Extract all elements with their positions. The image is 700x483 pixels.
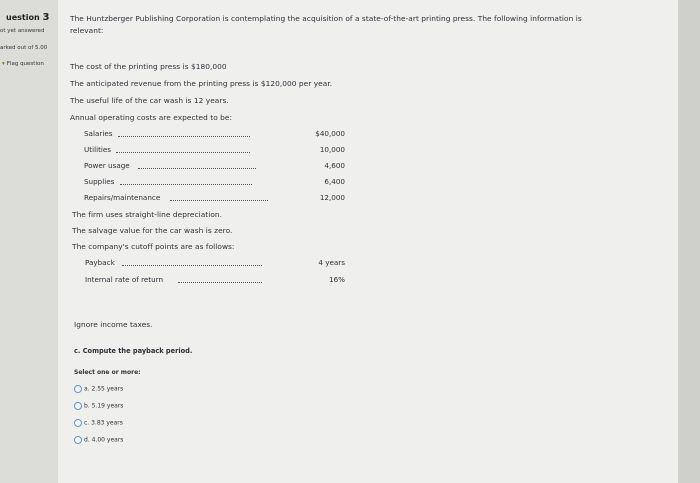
leader-dots [170,200,268,201]
question-status: ot yet answered [0,28,45,34]
checkbox-icon[interactable] [74,436,82,444]
op-cost-label: Supplies [84,177,115,186]
cutoff-heading: The company's cutoff points are as follows: [72,242,235,251]
op-cost-label: Repairs/maintenance [84,193,161,202]
leader-dots [120,184,252,185]
ignore-taxes-text: Ignore income taxes. [74,320,153,329]
op-cost-value: 6,400 [324,177,345,186]
leader-dots [118,136,250,137]
op-cost-value: $40,000 [315,129,345,138]
answer-option-a[interactable] [74,385,123,393]
cutoff-value: 4 years [318,258,345,267]
op-cost-label: Utilities [84,145,112,154]
op-cost-value: 4,600 [324,161,345,170]
select-instruction: Select one or more: [74,369,141,376]
cutoff-label: Payback [85,258,115,267]
question-content [58,0,678,483]
cutoff-label: Internal rate of return [85,275,164,284]
cost-text: The cost of the printing press is $180,000 [70,62,227,71]
answer-option-c[interactable] [74,419,123,427]
intro-line-2: relevant: [70,26,104,35]
leader-dots [122,265,262,266]
op-cost-label: Power usage [84,161,130,170]
op-cost-value: 12,000 [319,193,345,202]
intro-line-1: The Huntzberger Publishing Corporation is contemplating the acquisition of a state-of-the-art printing press. The following information is [70,14,582,23]
leader-dots [178,282,262,283]
answer-option-d[interactable] [74,436,123,444]
checkbox-icon[interactable] [74,402,82,410]
answer-option-b[interactable] [74,402,123,410]
flag-question-link[interactable] [2,61,44,67]
useful-life-text: The useful life of the car wash is 12 years. [70,96,229,105]
option-label: a. 2.55 years [84,385,124,393]
salvage-text: The salvage value for the car wash is zero. [72,226,233,235]
question-number [6,12,49,23]
right-margin [678,0,700,483]
depreciation-text: The firm uses straight-line depreciation. [72,210,223,219]
op-cost-value: 10,000 [319,145,345,154]
checkbox-icon[interactable] [74,385,82,393]
flag-question-label: Flag question [6,61,44,67]
cutoff-value: 16% [329,275,345,284]
leader-dots [116,152,250,153]
op-costs-heading: Annual operating costs are expected to be: [70,113,233,122]
leader-dots [138,168,256,169]
question-marks: arked out of 5.00 [0,45,48,51]
question-prefix: uestion [6,13,40,22]
question-number-value: 3 [42,12,50,23]
option-label: d. 4.00 years [84,436,124,444]
option-label: c. 3.83 years [84,419,123,427]
option-label: b. 5.19 years [84,402,124,410]
checkbox-icon[interactable] [74,419,82,427]
flag-icon: ▾ [2,61,5,67]
question-prompt: c. Compute the payback period. [74,347,193,355]
question-info-panel [0,0,58,483]
revenue-text: The anticipated revenue from the printing press is $120,000 per year. [70,79,333,88]
op-cost-label: Salaries [84,129,113,138]
